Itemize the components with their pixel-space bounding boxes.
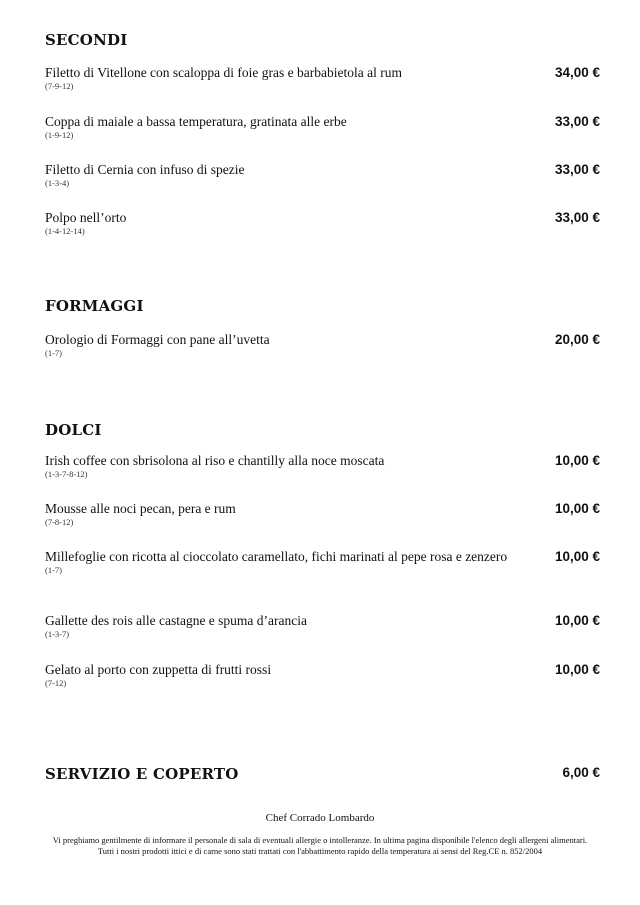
price: 6,00 €: [562, 765, 600, 780]
dish-name: Mousse alle noci pecan, pera e rum: [45, 501, 236, 516]
price: 33,00 €: [554, 114, 600, 129]
price: 33,00 €: [554, 210, 600, 225]
dish-name: Irish coffee con sbrisolona al riso e chantilly alla noce moscata: [45, 453, 385, 468]
price: 34,00 €: [554, 65, 600, 80]
dish-name: Gelato al porto con zuppetta di frutti rossi: [45, 662, 272, 677]
allergens: (7-9-12): [45, 81, 74, 91]
allergens: (1-7): [45, 348, 62, 358]
section-title-secondi: SECONDI: [45, 31, 128, 49]
allergy-notice: Vi preghiamo gentilmente di informare il personale di sala di eventuali allergie o intolleranze. In ultima pagina disponibile l'elenco degli allergeni alimentari.: [52, 835, 588, 845]
allergens: (7-12): [45, 678, 67, 688]
price: 10,00 €: [554, 549, 600, 564]
menu-item: [45, 613, 600, 640]
allergens: (1-4-12-14): [45, 226, 85, 236]
menu-item: [45, 332, 600, 359]
dish-name: Gallette des rois alle castagne e spuma d’arancia: [45, 613, 308, 628]
regulation-notice: Tutti i nostri prodotti ittici e di carne sono stati trattati con l'abbattimento rapido della temperatura ai sensi del Reg.CE n. 852/2004: [97, 845, 543, 856]
section-title-dolci: DOLCI: [45, 421, 102, 439]
allergens: (1-3-4): [45, 178, 70, 188]
menu-item: [45, 210, 600, 237]
allergens: (1-9-12): [45, 130, 74, 140]
dish-name: Coppa di maiale a bassa temperatura, gratinata alle erbe: [45, 114, 347, 129]
price: 10,00 €: [554, 613, 600, 628]
chef-signature: Chef Corrado Lombardo: [265, 812, 375, 824]
section-title-formaggi: FORMAGGI: [45, 297, 144, 315]
menu-item: [45, 65, 600, 92]
menu-item: [45, 549, 600, 576]
menu-item: [45, 114, 600, 141]
dish-name: Filetto di Vitellone con scaloppa di foie gras e barbabietola al rum: [45, 65, 402, 80]
dish-name: Orologio di Formaggi con pane all’uvetta: [45, 332, 270, 347]
menu-item: [45, 501, 600, 528]
allergens: (1-3-7): [45, 629, 70, 639]
dish-name: Polpo nell’orto: [45, 210, 127, 225]
section-title-servizio: SERVIZIO E COPERTO: [45, 765, 239, 783]
price: 10,00 €: [554, 501, 600, 516]
dish-name: Millefoglie con ricotta al cioccolato caramellato, fichi marinati al pepe rosa e zenzero: [45, 549, 508, 564]
footer-notice: [30, 835, 610, 856]
price: 20,00 €: [554, 332, 600, 347]
allergens: (1-7): [45, 565, 62, 575]
allergens: (1-3-7-8-12): [45, 469, 88, 479]
dish-name: Filetto di Cernia con infuso di spezie: [45, 162, 245, 177]
menu-item: [45, 662, 600, 689]
price: 10,00 €: [554, 662, 600, 677]
menu-item: [45, 162, 600, 189]
price: 10,00 €: [554, 453, 600, 468]
price: 33,00 €: [554, 162, 600, 177]
allergens: (7-8-12): [45, 517, 74, 527]
menu-item: [45, 453, 600, 480]
